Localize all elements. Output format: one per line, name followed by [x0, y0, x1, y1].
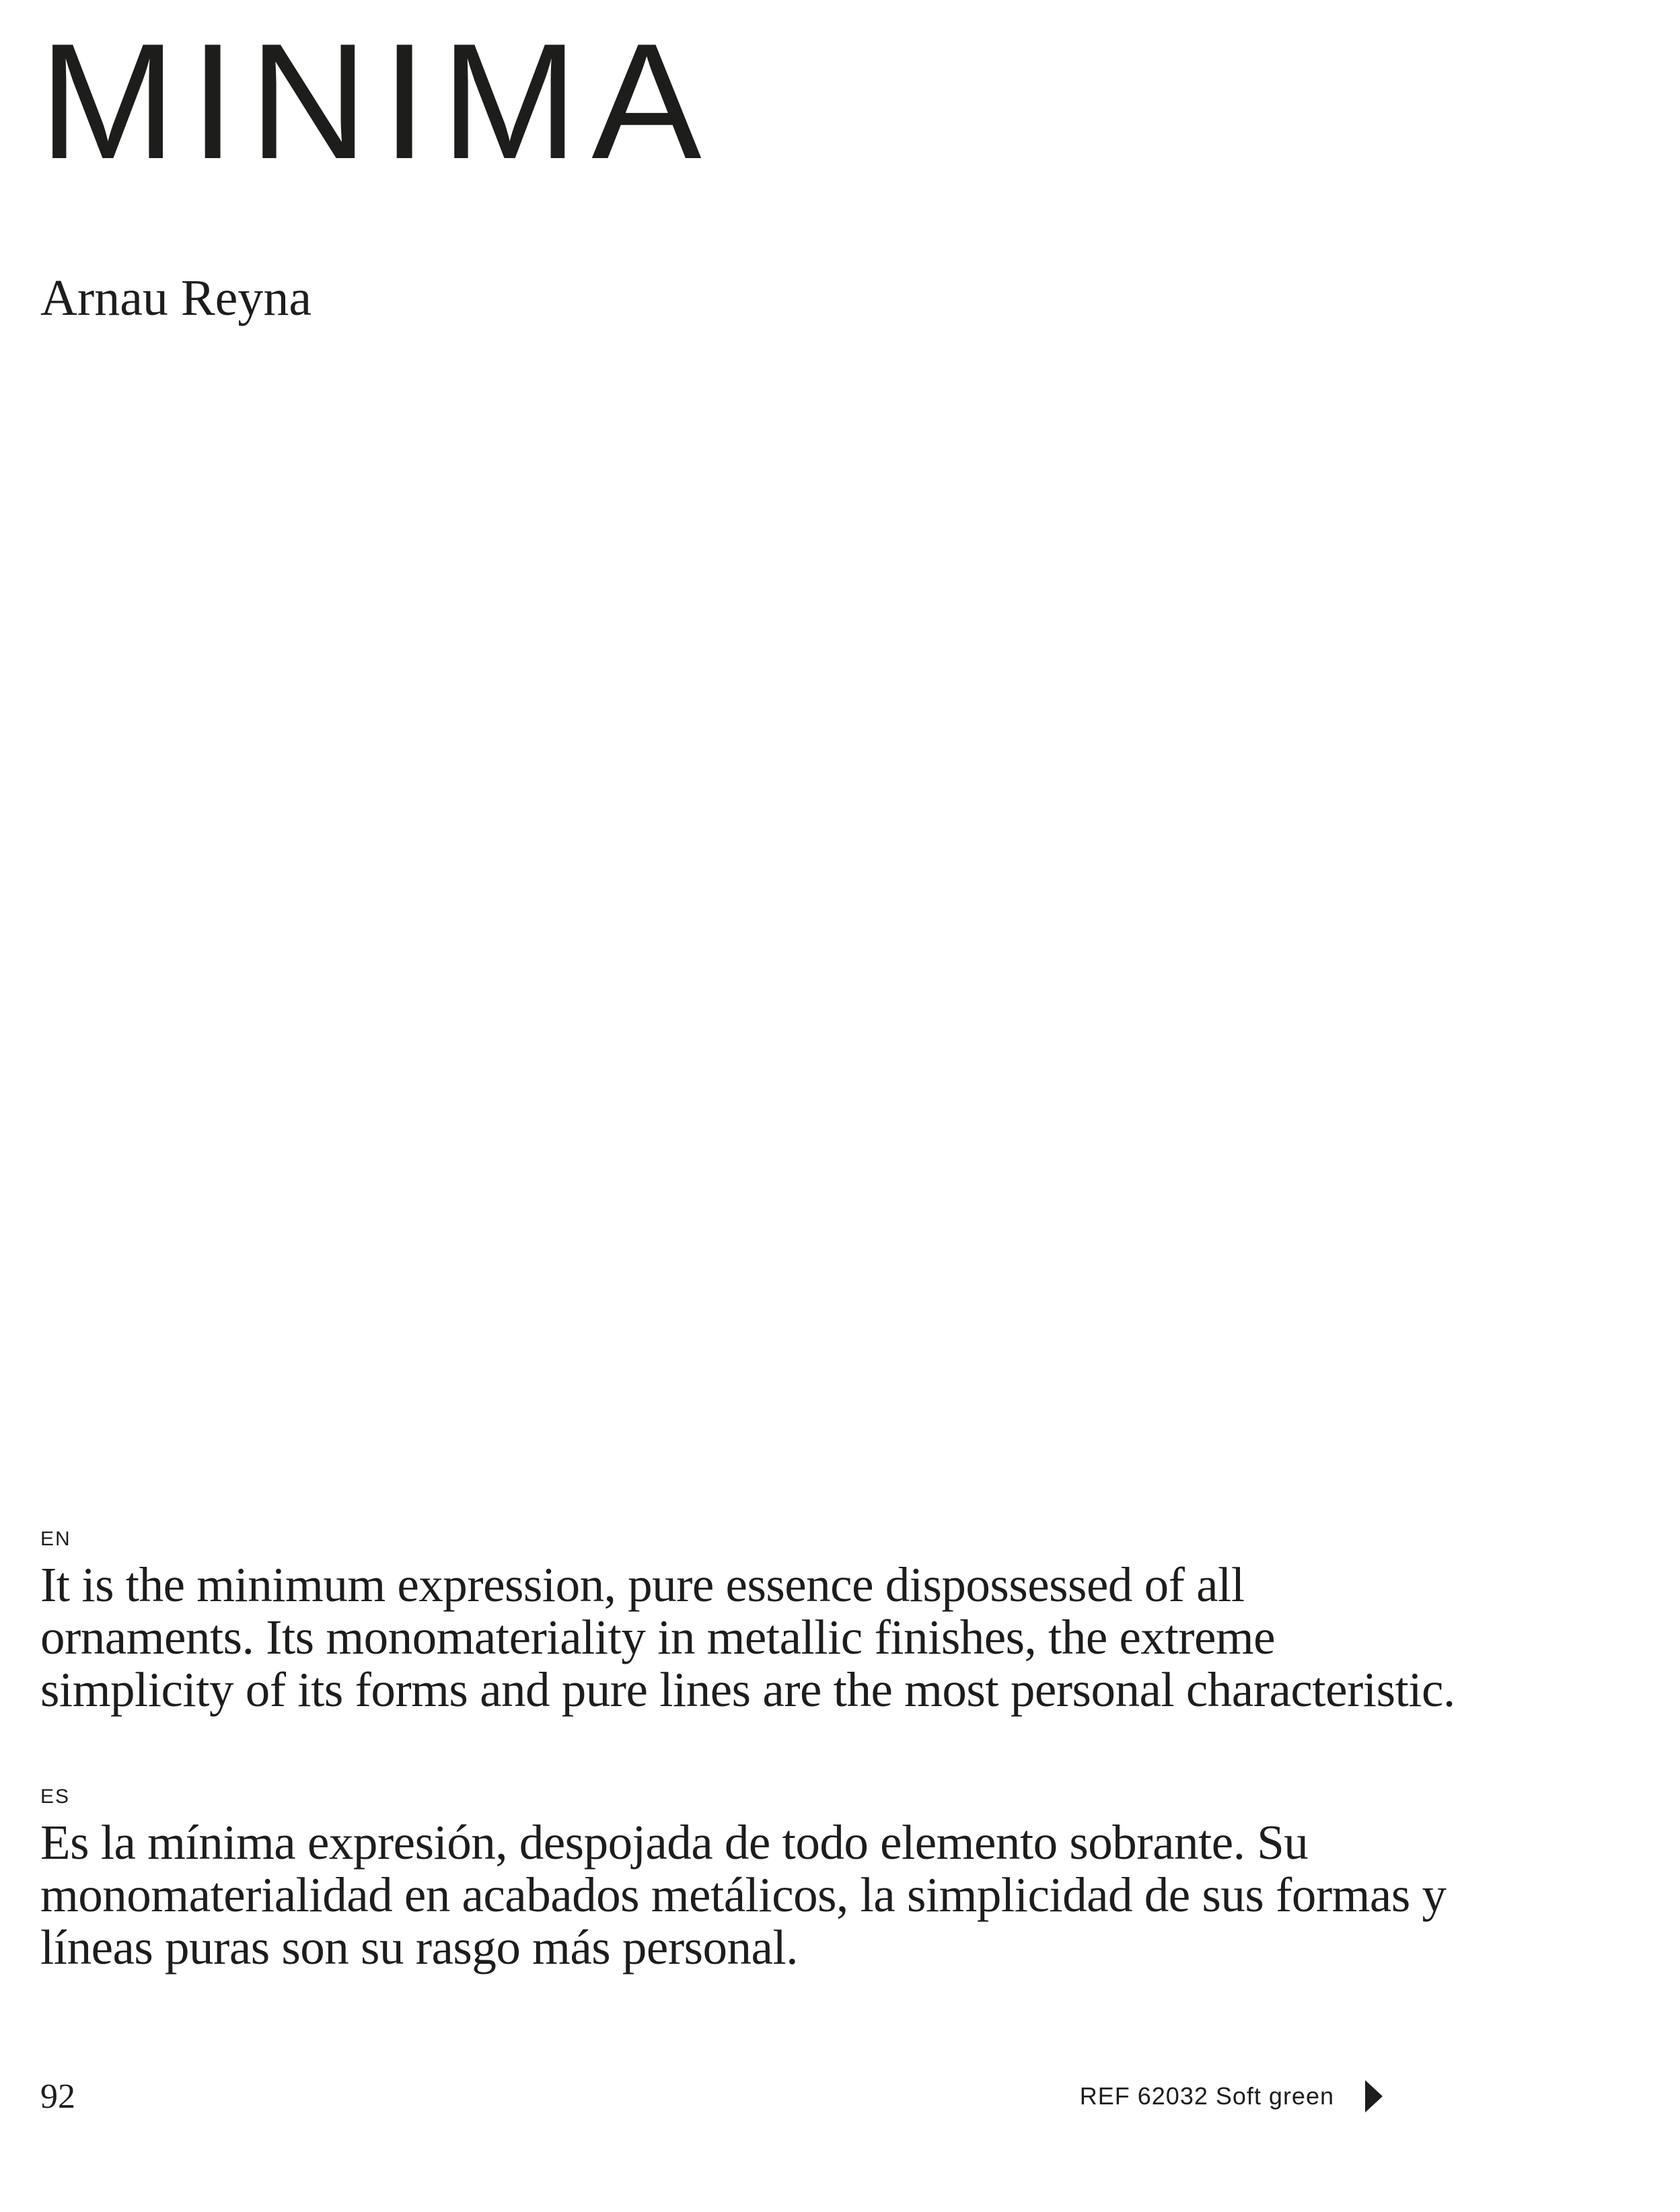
description-text-es: Es la mínima expresión, despojada de todo elemento sobrante. Su monomaterialidad en acabados metálicos, la simplicidad de sus formas y líneas puras son su rasgo más personal. [40, 1815, 1447, 1975]
language-code-es: ES [40, 1785, 71, 1808]
product-title: MINIMA [39, 9, 715, 193]
description-text-en: It is the minimum expression, pure essence dispossessed of all ornaments. Its monomateriality in metallic finishes, the extreme simplicity of its forms and pure lines are the most personal characteristic. [40, 1557, 1455, 1717]
description-es [40, 1787, 1467, 1974]
designer-name: Arnau Reyna [40, 270, 312, 326]
product-reference[interactable] [1080, 2080, 1383, 2112]
arrow-right-icon[interactable] [1365, 2080, 1383, 2112]
language-code-en: EN [40, 1528, 71, 1550]
reference-label: REF 62032 Soft green [1079, 2082, 1334, 2110]
page-number: 92 [40, 2077, 75, 2116]
description-en [40, 1529, 1467, 1716]
